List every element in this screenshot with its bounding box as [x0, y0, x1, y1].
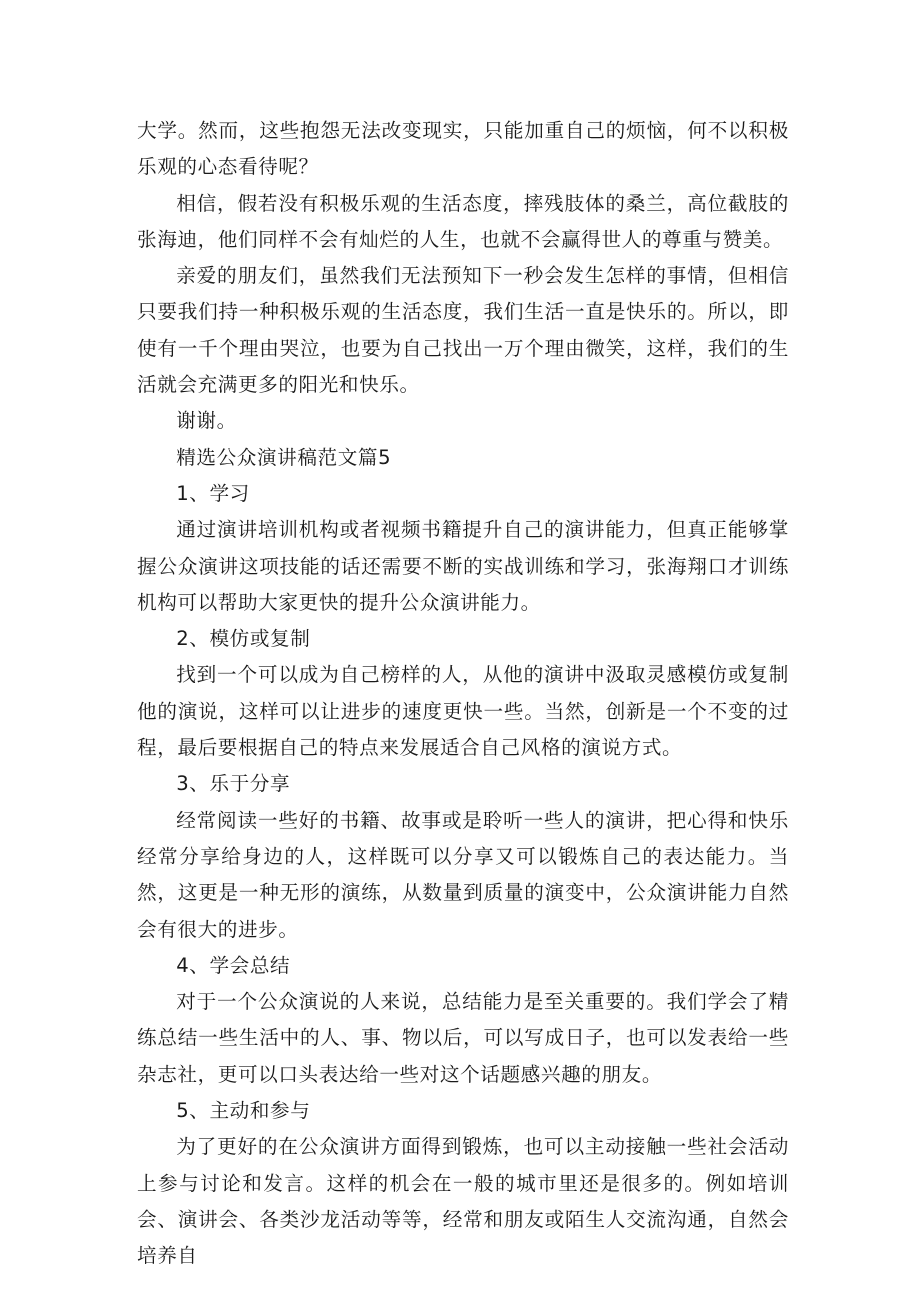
paragraph: 相信，假若没有积极乐观的生活态度，摔残肢体的桑兰，高位截肢的张海迪，他们同样不会有灿烂的人生，也就不会赢得世人的尊重与赞美。: [137, 191, 789, 251]
paragraph: 对于一个公众演说的人来说，总结能力是至关重要的。我们学会了精练总结一些生活中的人、事、物以后，可以写成日子，也可以发表给一些杂志社，更可以口头表达给一些对这个话题感兴趣的朋友。: [137, 990, 789, 1086]
item-heading: 3、乐于分享: [176, 772, 291, 796]
paragraph-continuation: 大学。然而，这些抱怨无法改变现实，只能加重自己的烦恼，何不以积极乐观的心态看待呢？: [137, 119, 789, 179]
item-heading: 2、模仿或复制: [176, 627, 311, 651]
paragraph: 亲爱的朋友们，虽然我们无法预知下一秒会发生怎样的事情，但相信只要我们持一种积极乐观的生活态度，我们生活一直是快乐的。所以，即使有一千个理由哭泣，也要为自己找出一万个理由微笑，这样，我们的生活就会充满更多的阳光和快乐。: [137, 264, 789, 397]
item-heading: 4、学会总结: [176, 953, 291, 977]
item-heading: 1、学习: [176, 481, 250, 505]
document-body: [137, 113, 789, 1275]
section-heading: 精选公众演讲稿范文篇5: [176, 445, 392, 469]
paragraph: 为了更好的在公众演讲方面得到锻炼，也可以主动接触一些社会活动上参与讨论和发言。这样的机会在一般的城市里还是很多的。例如培训会、演讲会、各类沙龙活动等等，经常和朋友或陌生人交流沟通，自然会培养自: [137, 1135, 789, 1268]
paragraph: 经常阅读一些好的书籍、故事或是聆听一些人的演讲，把心得和快乐经常分享给身边的人，这样既可以分享又可以锻炼自己的表达能力。当然，这更是一种无形的演练，从数量到质量的演变中，公众演讲能力自然会有很大的进步。: [137, 808, 789, 941]
item-heading: 5、主动和参与: [176, 1099, 311, 1123]
paragraph: 通过演讲培训机构或者视频书籍提升自己的演讲能力，但真正能够掌握公众演讲这项技能的话还需要不断的实战训练和学习，张海翔口才训练机构可以帮助大家更快的提升公众演讲能力。: [137, 518, 789, 614]
paragraph-thanks: 谢谢。: [176, 409, 237, 433]
paragraph: 找到一个可以成为自己榜样的人，从他的演讲中汲取灵感模仿或复制他的演说，这样可以让进步的速度更快一些。当然，创新是一个不变的过程，最后要根据自己的特点来发展适合自己风格的演说方式。: [137, 663, 789, 760]
